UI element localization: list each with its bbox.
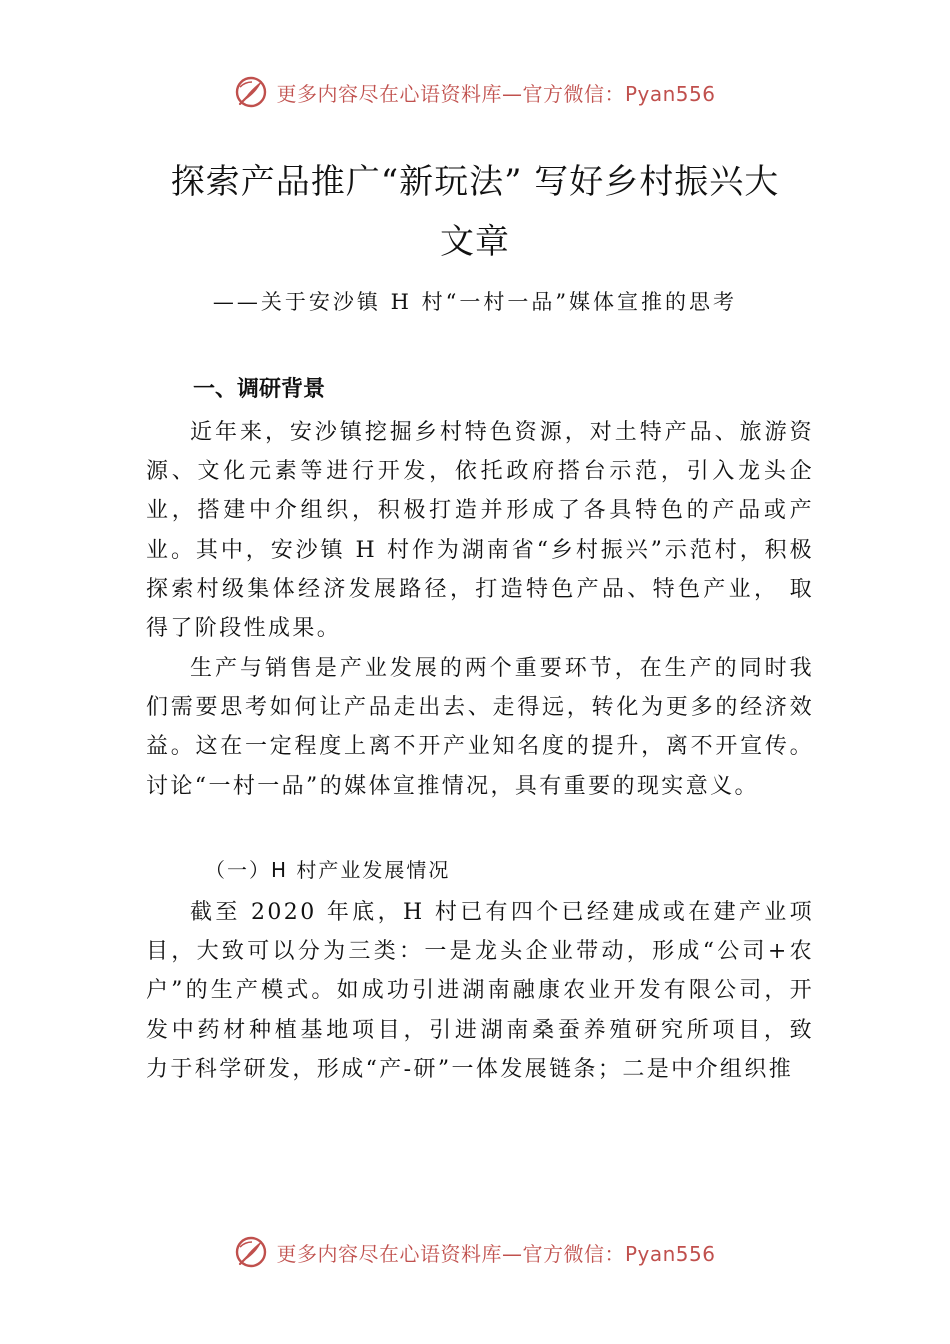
document-title-line1: 探索产品推广“新玩法” 写好乡村振兴大 bbox=[170, 162, 780, 202]
quill-logo-icon bbox=[234, 1235, 268, 1269]
header-watermark-banner bbox=[0, 72, 950, 112]
subsection-heading-industry: （一）H 村产业发展情况 bbox=[205, 858, 451, 882]
quill-logo-icon bbox=[234, 75, 268, 109]
paragraph-industry-projects: 截至 2020 年底，H 村已有四个已经建成或在建产业项目，大致可以分为三类：一是龙头企业带动，形成“公司+农户”的生产模式。如成功引进湖南融康农业开发有限公司，开发中药材种植基地项目，引进湖南桑蚕养殖研究所项目，致 力于科学研发，形成“产-研”一体发展链条；二是中介组织推 bbox=[146, 900, 814, 1082]
watermark-text: 更多内容尽在心语资料库—官方微信：Pyan556 bbox=[276, 81, 716, 106]
document-subtitle: ——关于安沙镇 H 村“一村一品”媒体宣推的思考 bbox=[212, 290, 738, 314]
footer-watermark-banner bbox=[0, 1232, 950, 1272]
paragraph-production-sales: 生产与销售是产业发展的两个重要环节，在生产的同时我们需要思考如何让产品走出去、走得远，转化为更多的经济效益。这在一定程度上离不开产业知名度的提升，离不开宣传。讨论“一村一品”的媒体宣推情况，具有重要的现实意义。 bbox=[146, 656, 814, 799]
section-heading-background: 一、调研背景 bbox=[193, 377, 326, 402]
paragraph-background-intro: 近年来，安沙镇挖掘乡村特色资源，对土特产品、旅游资源、文化元素等进行开发，依托政府搭台示范，引入龙头企业，搭建中介组织，积极打造并形成了各具特色的产品或产业。其中，安沙镇 H 村作为湖南省“乡村振兴”示范村，积极探索村级集体经济发展路径，打造特色产品、特色产业， 取得了阶段性成果。 bbox=[146, 420, 814, 642]
watermark-text: 更多内容尽在心语资料库—官方微信：Pyan556 bbox=[276, 1241, 716, 1266]
document-title-line2: 文章 bbox=[440, 222, 510, 262]
